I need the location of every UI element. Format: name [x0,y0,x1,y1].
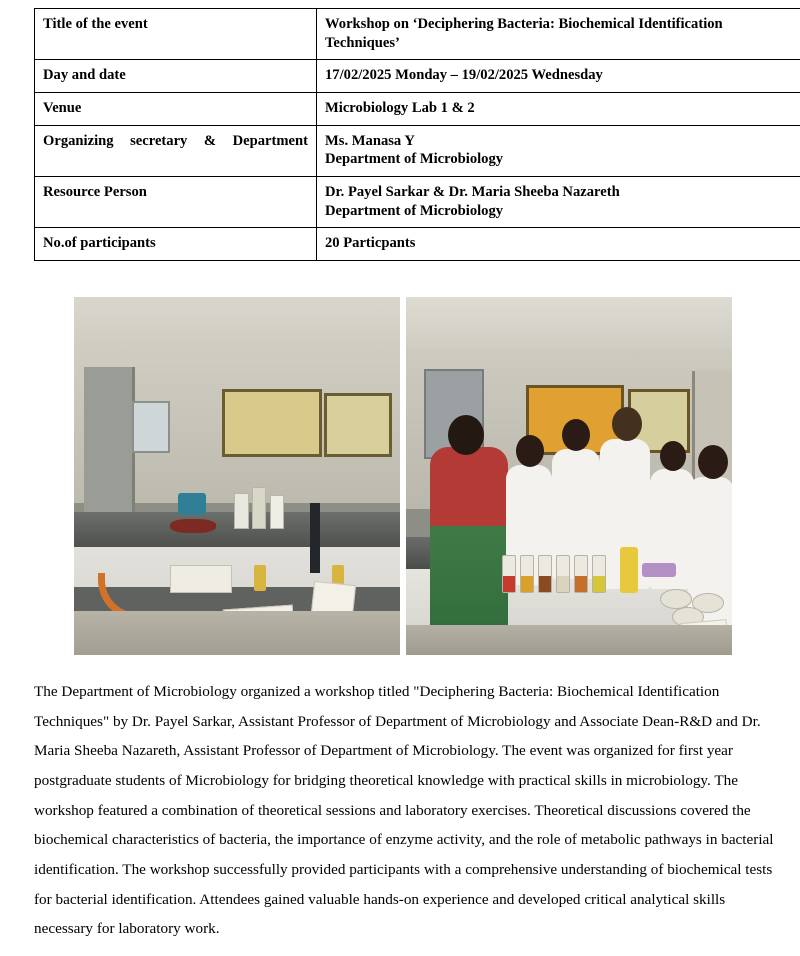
row-value-resource-person [317,177,800,228]
photo-test-tube-fill [593,576,605,593]
photo-test-tube [520,555,534,593]
row-label-resource-person: Resource Person [35,177,317,228]
photo-yellow-bottle [620,547,638,593]
event-details-table [34,8,800,261]
photo-workshop-right [406,297,732,655]
resource-person-department: Department of Microbiology [325,202,504,219]
photo-ceiling [406,297,732,355]
table-row [35,177,800,228]
photo-test-tube-fill [539,576,551,593]
photo-purple-item [642,563,676,577]
photo-test-tube [574,555,588,593]
table-row [35,93,800,126]
photo-test-tube-fill [521,576,533,593]
row-value-title: Workshop on ‘Deciphering Bacteria: Biochemical Identification Techniques’ [317,9,800,60]
photo-person-head [448,415,484,455]
table-row [35,228,800,261]
photo-ceiling [74,297,400,359]
photo-teal-equipment [178,493,206,515]
photo-gas-tap [254,565,266,591]
photo-petri-dish [660,589,692,609]
photo-noticeboard [222,389,322,457]
row-label-organizing-secretary: Organizing secretary & Department [35,125,317,176]
photo-test-tube-fill [575,576,587,593]
photo-reagent-bottle [270,495,284,529]
photo-faculty-saree [430,447,508,655]
photo-person-head [516,435,544,467]
row-label-venue: Venue [35,93,317,126]
photo-test-tube-fill [557,576,569,593]
photo-test-tube [592,555,606,593]
photo-gallery [34,297,772,655]
photo-test-tube-fill [503,576,515,593]
organizing-secretary-name: Ms. Manasa Y [325,132,415,149]
row-label-participants: No.of participants [35,228,317,261]
photo-reagent-bottle [252,487,266,529]
table-row [35,9,800,60]
photo-lab-stand [310,503,320,573]
photo-person-head [698,445,728,479]
row-label-day-and-date: Day and date [35,60,317,93]
photo-door [84,367,135,517]
table-row [35,125,800,176]
photo-test-tube [502,555,516,593]
photo-floor [406,625,732,655]
photo-person-head [612,407,642,441]
photo-test-tube [556,555,570,593]
event-report-paragraph: The Department of Microbiology organized a workshop titled "Deciphering Bacteria: Biochemical Identification Techniques" by Dr. Payel Sarkar, Assistant Professor of Department of Microbiology and Associate Dean-R&D and Dr. Maria Sheeba Nazareth, Assistant Professor of Department of Microbiology. The event was organized for first year postgraduate students of Microbiology for bridging theoretical knowledge with practical skills in microbiology. The workshop featured a combination of theoretical sessions and laboratory exercises. Theoretical discussions covered the biochemical characteristics of bacteria, the importance of enzyme activity, and the role of metabolic pathways in bacterial identification. The workshop successfully provided participants with a comprehensive understanding of biochemical tests for bacterial identification. Attendees gained valuable hands-on experience and developed critical analytical skills necessary for laboratory work. [34,683,774,938]
row-label-title: Title of the event [35,9,317,60]
organizing-secretary-department: Department of Microbiology [325,151,504,168]
photo-poster [132,401,170,453]
resource-person-names: Dr. Payel Sarkar & Dr. Maria Sheeba Nazareth [325,184,620,201]
photo-person-head [562,419,590,451]
photo-person-head [660,441,686,471]
photo-noticeboard-secondary [324,393,392,457]
photo-floor [74,611,400,655]
row-value-day-and-date: 17/02/2025 Monday – 19/02/2025 Wednesday [317,60,800,93]
row-value-venue: Microbiology Lab 1 & 2 [317,93,800,126]
event-details-body [35,9,800,261]
table-row [35,60,800,93]
photo-test-tube [538,555,552,593]
photo-workshop-left [74,297,400,655]
row-value-participants: 20 Particpants [317,228,800,261]
photo-reagent-bottle [234,493,249,529]
row-value-organizing-secretary [317,125,800,176]
photo-culture-plate [170,519,216,533]
